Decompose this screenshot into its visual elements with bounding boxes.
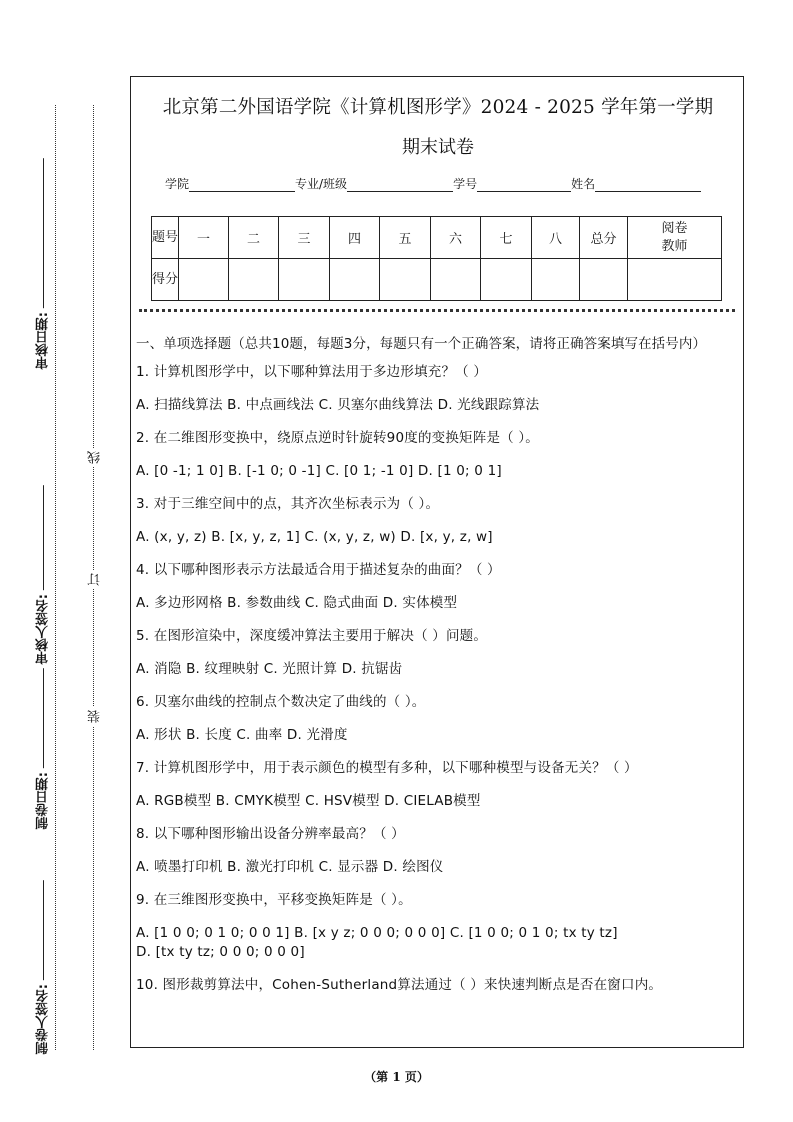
col-three: 三 — [279, 217, 330, 259]
question-5: 5. 在图形渲染中，深度缓冲算法主要用于解决（ ）问题。 — [136, 628, 488, 644]
name-label: 姓名 — [571, 177, 596, 191]
score-cell-6[interactable] — [431, 259, 481, 301]
review-date-label: 审核日期: — [34, 158, 53, 369]
exam-frame — [130, 76, 744, 1048]
score-cell-1[interactable] — [179, 259, 229, 301]
paper-maker-signature-label: 制卷人签名: — [34, 880, 53, 1054]
question-1: 1. 计算机图形学中，以下哪种算法用于多边形填充？（ ） — [136, 364, 488, 380]
score-cell-3[interactable] — [279, 259, 330, 301]
binding-char-bind: 装 — [86, 707, 105, 726]
dotted-separator — [139, 309, 735, 312]
college-field[interactable] — [189, 179, 295, 192]
col-total: 总分 — [580, 217, 628, 259]
question-10: 10. 图形裁剪算法中，Cohen-Sutherland算法通过（ ）来快速判断点是否在窗口内。 — [136, 977, 663, 993]
score-cell-5[interactable] — [380, 259, 431, 301]
major-class-field[interactable] — [347, 179, 453, 192]
col-five: 五 — [380, 217, 431, 259]
question-5-options: A. 消隐 B. 纹理映射 C. 光照计算 D. 抗锯齿 — [136, 661, 403, 677]
col-one: 一 — [179, 217, 229, 259]
question-1-options: A. 扫描线算法 B. 中点画线法 C. 贝塞尔曲线算法 D. 光线跟踪算法 — [136, 397, 540, 413]
question-9-options: A. [1 0 0; 0 1 0; 0 0 1] B. [x y z; 0 0 0; 0 0 0] C. [1 0 0; 0 1 0; tx ty tz] — [136, 925, 618, 941]
score-table-header-row — [152, 217, 722, 259]
question-6: 6. 贝塞尔曲线的控制点个数决定了曲线的（ ）。 — [136, 694, 426, 710]
college-label: 学院 — [165, 177, 190, 191]
question-7: 7. 计算机图形学中，用于表示颜色的模型有多种，以下哪种模型与设备无关？（ ） — [136, 760, 638, 776]
student-id-label: 学号 — [453, 177, 478, 191]
col-eight: 八 — [532, 217, 580, 259]
col-seven: 七 — [481, 217, 532, 259]
page-footer: （第 1 页） — [364, 1070, 429, 1084]
question-9-options-cont: D. [tx ty tz; 0 0 0; 0 0 0] — [136, 944, 305, 960]
col-six: 六 — [431, 217, 481, 259]
score-table — [151, 216, 722, 301]
name-field[interactable] — [595, 179, 701, 192]
question-3-options: A. (x, y, z) B. [x, y, z, 1] C. (x, y, z, w) D. [x, y, z, w] — [136, 529, 493, 545]
question-number-header: 题号 — [152, 217, 179, 259]
question-area — [136, 333, 741, 1010]
score-cell-grader[interactable] — [628, 259, 722, 301]
col-two: 二 — [229, 217, 279, 259]
score-row-label: 得分 — [152, 259, 179, 301]
reviewer-signature-label: 审核人签名: — [34, 485, 53, 664]
score-cell-8[interactable] — [532, 259, 580, 301]
question-4: 4. 以下哪种图形表示方法最适合用于描述复杂的曲面？（ ） — [136, 562, 501, 578]
score-cell-4[interactable] — [330, 259, 380, 301]
section-heading: 一、单项选择题（总共10题，每题3分，每题只有一个正确答案，请将正确答案填写在括号内） — [136, 336, 707, 352]
score-cell-2[interactable] — [229, 259, 279, 301]
col-four: 四 — [330, 217, 380, 259]
question-8: 8. 以下哪种图形输出设备分辨率最高？（ ） — [136, 826, 405, 842]
question-3: 3. 对于三维空间中的点，其齐次坐标表示为（ ）。 — [136, 496, 440, 512]
student-info-row — [165, 175, 701, 192]
question-7-options: A. RGB模型 B. CMYK模型 C. HSV模型 D. CIELAB模型 — [136, 793, 481, 809]
col-grader: 阅卷教师 — [628, 217, 722, 259]
question-8-options: A. 喷墨打印机 B. 激光打印机 C. 显示器 D. 绘图仪 — [136, 859, 444, 875]
student-id-field[interactable] — [477, 179, 571, 192]
score-table-score-row — [152, 259, 722, 301]
exam-subtitle: 期末试卷 — [402, 137, 474, 158]
binding-char-line: 线 — [86, 448, 105, 467]
score-cell-7[interactable] — [481, 259, 532, 301]
question-2: 2. 在二维图形变换中，绕原点逆时针旋转90度的变换矩阵是（ ）。 — [136, 430, 539, 446]
exam-title: 北京第二外国语学院《计算机图形学》2024 - 2025 学年第一学期 — [162, 97, 714, 118]
binding-char-order: 订 — [86, 570, 105, 589]
question-2-options: A. [0 -1; 1 0] B. [-1 0; 0 -1] C. [0 1; -1 0] D. [1 0; 0 1] — [136, 463, 502, 479]
question-6-options: A. 形状 B. 长度 C. 曲率 D. 光滑度 — [136, 727, 348, 743]
question-4-options: A. 多边形网格 B. 参数曲线 C. 隐式曲面 D. 实体模型 — [136, 595, 458, 611]
paper-date-label: 制卷日期: — [34, 668, 53, 829]
binding-line-outer — [55, 105, 56, 1050]
question-9: 9. 在三维图形变换中，平移变换矩阵是（ ）。 — [136, 892, 412, 908]
major-class-label: 专业/班级 — [295, 177, 348, 191]
score-cell-total[interactable] — [580, 259, 628, 301]
